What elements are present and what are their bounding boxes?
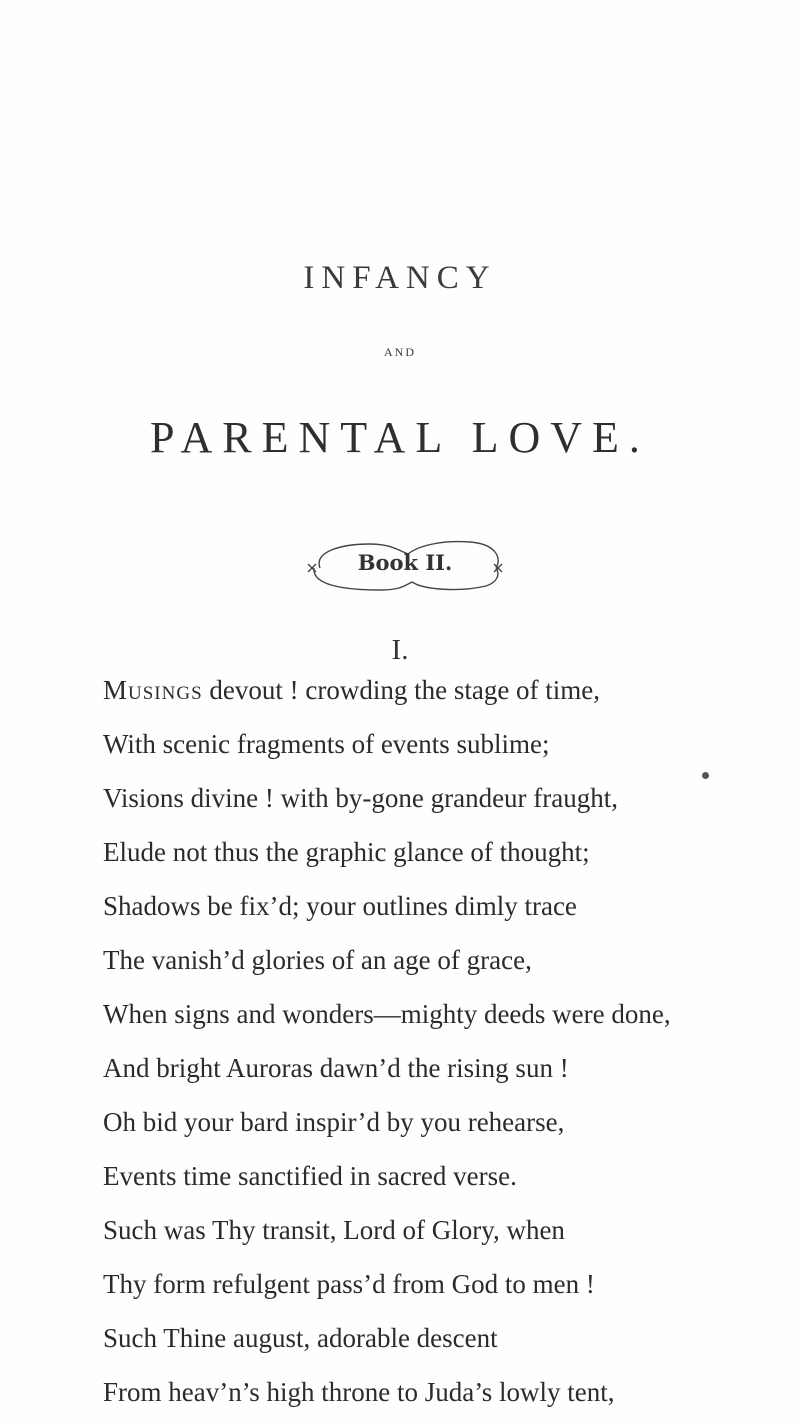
poem-line: The vanish’d glories of an age of grace, [103, 945, 532, 975]
poem [103, 663, 793, 1419]
title-conjunction: AND [384, 345, 416, 359]
poem-line: Oh bid your bard inspir’d by you rehearse, [103, 1107, 565, 1137]
section-number: I. [391, 634, 409, 666]
poem-line: From heav’n’s high throne to Juda’s lowly tent, [103, 1377, 615, 1407]
poem-line: With scenic fragments of events sublime; [103, 729, 550, 759]
poem-line: When signs and wonders—mighty deeds were done, [103, 999, 671, 1029]
poem-first-word: Musings [103, 675, 203, 705]
title-main: INFANCY [303, 260, 497, 296]
book-ornament [300, 528, 510, 604]
poem-line: Elude not thus the graphic glance of thought; [103, 837, 590, 867]
title-subtitle: PARENTAL LOVE. [150, 413, 650, 462]
poem-line: Such Thine august, adorable descent [103, 1323, 498, 1353]
book-label: Book II. [357, 550, 453, 575]
poem-line: Such was Thy transit, Lord of Glory, when [103, 1215, 565, 1245]
poem-line: Thy form refulgent pass’d from God to men ! [103, 1269, 595, 1299]
poem-line: Events time sanctified in sacred verse. [103, 1161, 517, 1191]
poem-line: Visions divine ! with by-gone grandeur fraught, [103, 783, 619, 813]
poem-line: Shadows be fix’d; your outlines dimly trace [103, 891, 577, 921]
poem-line: And bright Auroras dawn’d the rising sun ! [103, 1053, 569, 1083]
poem-line [103, 663, 793, 717]
poem-first-line-rest: devout ! crowding the stage of time, [202, 675, 601, 705]
ink-speck [702, 772, 709, 779]
